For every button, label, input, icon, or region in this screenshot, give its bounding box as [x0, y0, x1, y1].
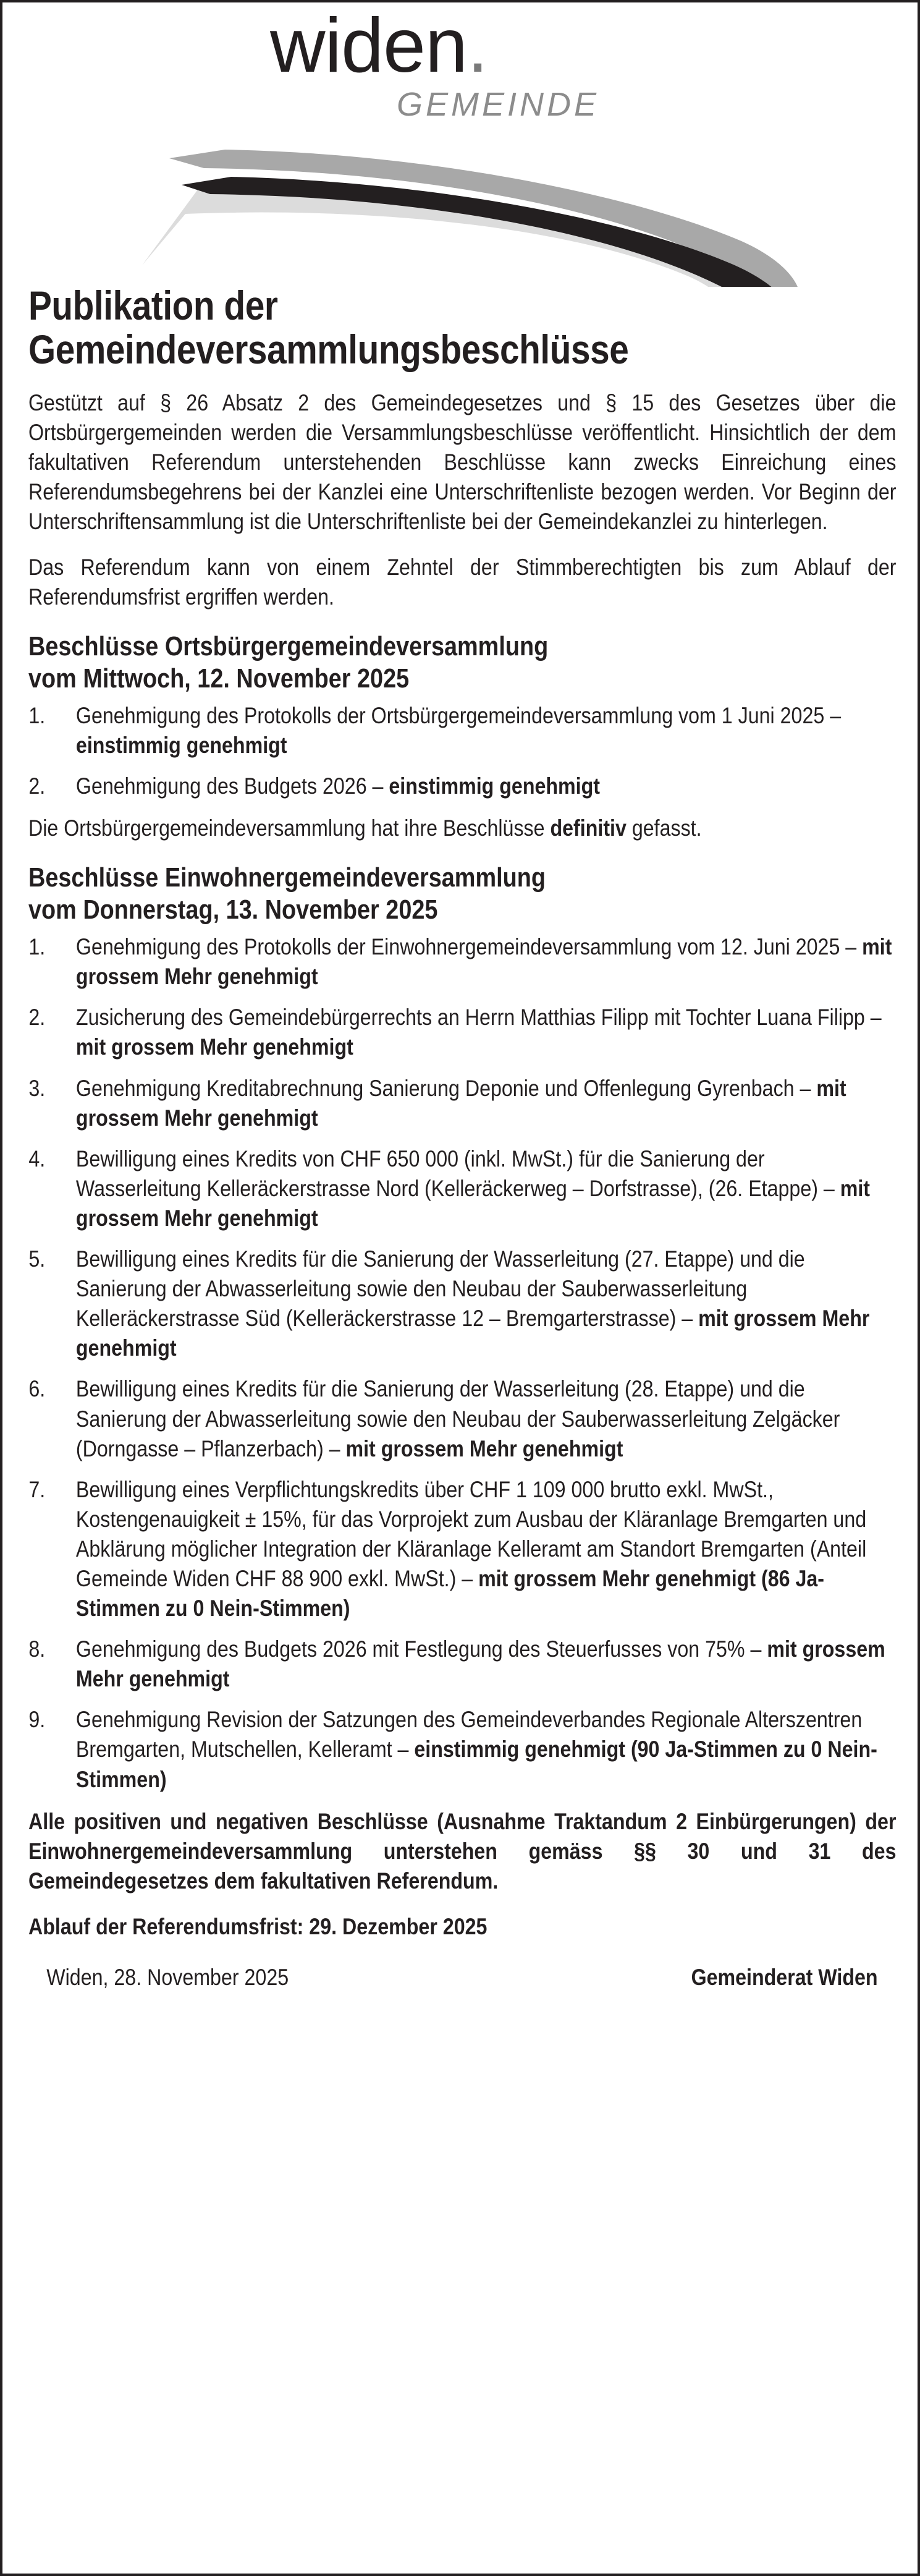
list-item-text: Bewilligung eines Kredits für die Sanierung der Wasserleitung (27. Etappe) und die Sanierung der Abwasserleitung sowie den Neubau der Sauberwasserleitung Kelleräckerstrasse Süd (Kelleräckerstrasse 12 – Bremgarterstrasse) –	[75, 1246, 805, 1332]
list-item	[26, 772, 893, 801]
list-item-text: Zusicherung des Gemeindebürgerrechts an Herrn Matthias Filipp mit Tochter Luana Filipp –	[75, 1005, 882, 1031]
section-heading-ortsbuergergemeindeversammlung	[28, 631, 895, 695]
list-item-text: Genehmigung des Budgets 2026 mit Festlegung des Steuerfusses von 75% –	[75, 1636, 767, 1662]
list-item	[26, 1634, 893, 1694]
list-item-result: mit grossem Mehr genehmigt	[75, 1175, 871, 1231]
list-item-number: 1.	[28, 703, 46, 728]
list-item-number: 8.	[28, 1636, 46, 1662]
list-item	[26, 701, 893, 760]
list-item	[26, 1144, 893, 1233]
list-item-text: Genehmigung des Budgets 2026 –	[75, 773, 389, 799]
list-item-result: einstimmig genehmigt	[75, 733, 287, 759]
logo-dot: .	[467, 3, 488, 88]
logo-wordmark-label: widen	[270, 3, 467, 88]
resolution-list-einwohner	[26, 932, 894, 1794]
ortsbuerger-definitive-note	[28, 814, 896, 843]
list-item-result: mit grossem Mehr genehmigt	[75, 934, 892, 990]
list-item-number: 6.	[28, 1376, 46, 1402]
resolution-list-ortsbuerger	[26, 701, 894, 801]
list-item-text: Bewilligung eines Kredits für die Sanierung der Wasserleitung (28. Etappe) und die Sanierung der Abwasserleitung sowie den Neubau der Sauberwasserleitung Zelgäcker (Dorngasse – Pflanzerbach) –	[75, 1376, 840, 1461]
list-item-number: 7.	[28, 1476, 46, 1502]
list-item-result: mit grossem Mehr genehmigt	[75, 1636, 885, 1692]
footer-place-date: Widen, 28. November 2025	[46, 1965, 289, 1990]
logo-wordmark-text	[270, 3, 488, 88]
document-footer	[28, 1963, 892, 1992]
list-item-result: einstimmig genehmigt	[389, 773, 600, 799]
list-item-result: mit grossem Mehr genehmigt	[75, 1075, 846, 1131]
list-item-text: Bewilligung eines Kredits von CHF 650 000 (inkl. MwSt.) für die Sanierung der Wasserleitung Kelleräckerstrasse Nord (Kelleräckerweg – Dorfstrasse), (26. Etappe) –	[75, 1146, 840, 1201]
section-heading-line-2: vom Mittwoch, 12. November 2025	[28, 663, 410, 694]
list-item	[26, 1705, 893, 1794]
list-item	[26, 1003, 893, 1062]
list-item-number: 4.	[28, 1146, 46, 1171]
referendum-deadline: Ablauf der Referendumsfrist: 29. Dezember 2025	[28, 1913, 487, 1939]
list-item	[26, 1475, 893, 1623]
list-item	[26, 1074, 893, 1133]
list-item-text: Genehmigung Kreditabrechnung Sanierung Deponie und Offenlegung Gyrenbach –	[75, 1075, 817, 1101]
note-text-start: Die Ortsbürgergemeindeversammlung hat ihre Beschlüsse	[28, 815, 551, 841]
list-item-number: 2.	[28, 773, 46, 799]
list-item	[26, 1244, 893, 1363]
section-heading-line-2: vom Donnerstag, 13. November 2025	[28, 895, 438, 925]
list-item-result: mit grossem Mehr genehmigt	[75, 1306, 870, 1361]
section-heading-line-1: Beschlüsse Ortsbürgergemeindeversammlung	[28, 631, 549, 662]
section-heading-line-1: Beschlüsse Einwohnergemeindeversammlung	[28, 862, 546, 893]
list-item	[26, 932, 893, 992]
list-item-number: 3.	[28, 1075, 46, 1101]
list-item-number: 9.	[28, 1707, 46, 1733]
list-item-text: Bewilligung eines Verpflichtungskredits über CHF 1 109 000 brutto exkl. MwSt., Kostengenauigkeit ± 15%, für das Vorprojekt zum Ausbau der Kläranlage Bremgarten und Abklärung möglicher Integration der Kläranlage Kelleramt am Standort Bremgarten (Anteil Gemeinde Widen CHF 88 900 exkl. MwSt.) –	[75, 1476, 867, 1591]
list-item	[26, 1374, 893, 1463]
list-item-result: mit grossem Mehr genehmigt	[345, 1435, 623, 1461]
note-text-end: gefasst.	[626, 815, 702, 841]
referendum-notice: Alle positiven und negativen Beschlüsse (Ausnahme Traktandum 2 Einbürgerungen) der Einwohnergemeindeversammlung unterstehen gemäss §§ 30 und 31 des Gemeindegesetzes dem fakultativen Referendum.	[28, 1808, 897, 1894]
logo-subtitle: GEMEINDE	[397, 86, 600, 123]
note-emphasis: definitiv	[550, 815, 627, 841]
intro-paragraph-2: Das Referendum kann von einem Zehntel der Stimmberechtigten bis zum Ablauf der Referendumsfrist ergriffen werden.	[28, 555, 897, 610]
list-item-number: 1.	[28, 934, 46, 960]
page-title	[28, 284, 895, 372]
road-swoosh-icon	[137, 120, 920, 287]
intro-paragraph-1: Gestützt auf § 26 Absatz 2 des Gemeindegesetzes und § 15 des Gesetzes über die Ortsbürgergemeinden werden die Versammlungsbeschlüsse veröffentlicht. Hinsichtlich der dem fakultativen Referendum unterstehenden Beschlüsse kann zwecks Einreichung eines Referendumsbegehrens bei der Kanzlei eine Unterschriftenliste bezogen werden. Vor Beginn der Unterschriftensammlung ist die Unterschriftenliste bei der Gemeindekanzlei zu hinterlegen.	[28, 389, 897, 534]
list-item-number: 2.	[28, 1005, 46, 1031]
page-title-line-2: Gemeindeversammlungsbeschlüsse	[28, 326, 629, 373]
list-item-text: Genehmigung des Protokolls der Ortsbürgergemeindeversammlung vom 1 Juni 2025 –	[75, 703, 842, 728]
list-item-result: mit grossem Mehr genehmigt (86 Ja-Stimmen zu 0 Nein-Stimmen)	[75, 1565, 825, 1622]
list-item-number: 5.	[28, 1246, 46, 1272]
list-item-text: Genehmigung Revision der Satzungen des Gemeindeverbandes Regionale Alterszentren Bremgarten, Mutschellen, Kelleramt –	[75, 1707, 863, 1762]
section-heading-einwohnergemeindeversammlung	[28, 862, 895, 926]
municipality-logo	[26, 2, 894, 284]
footer-signature: Gemeinderat Widen	[691, 1965, 878, 1990]
page-content	[2, 2, 918, 2574]
list-item-result: einstimmig genehmigt (90 Ja-Stimmen zu 0 Nein-Stimmen)	[75, 1736, 877, 1792]
list-item-text: Genehmigung des Protokolls der Einwohnergemeindeversammlung vom 12. Juni 2025 –	[75, 934, 863, 960]
list-item-result: mit grossem Mehr genehmigt	[75, 1034, 353, 1060]
page-title-line-1: Publikation der	[28, 283, 278, 328]
